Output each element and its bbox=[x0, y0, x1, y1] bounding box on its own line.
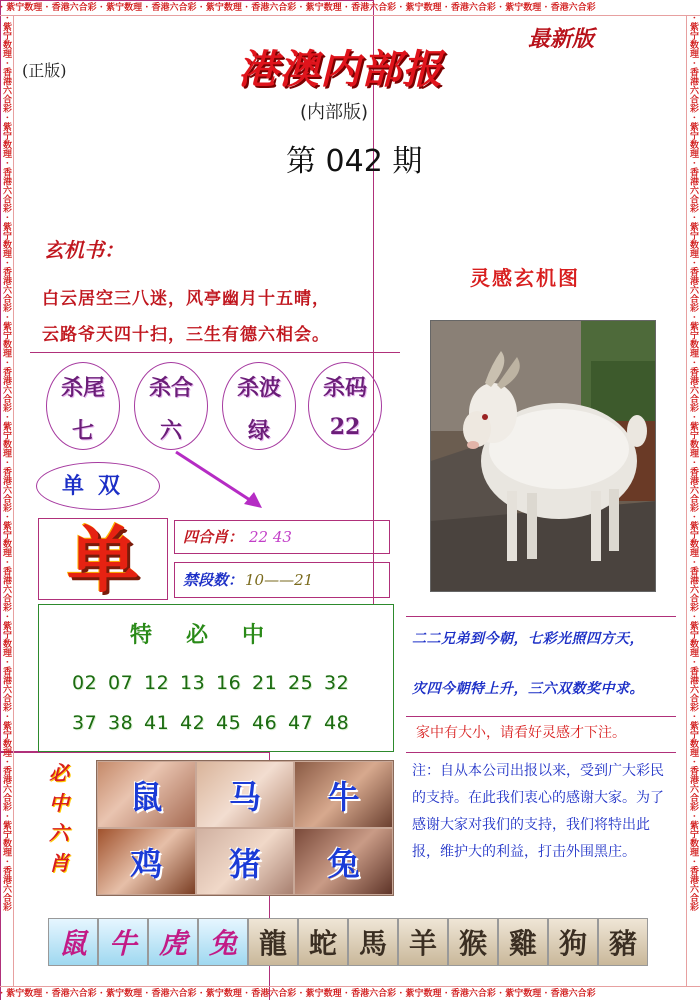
poem-line-2: 灾四今朝特上升，三六双数奖中求。 bbox=[412, 681, 644, 697]
special-numbers-row-2 bbox=[72, 712, 360, 734]
zodiac-strip-snake: 蛇 bbox=[298, 918, 348, 966]
special-number: 45 bbox=[216, 712, 242, 734]
riddle-divider bbox=[30, 352, 400, 353]
zodiac-cell-ox: 牛 bbox=[294, 761, 393, 828]
zodiac-strip-pig: 豬 bbox=[598, 918, 648, 966]
zodiac-cell-rooster: 鸡 bbox=[97, 828, 196, 895]
special-numbers-row-1 bbox=[72, 672, 360, 694]
four-combo-label: 四合肖： bbox=[183, 528, 244, 546]
six-zodiac-label bbox=[44, 758, 74, 878]
arrow-icon bbox=[170, 446, 270, 516]
zodiac-strip-monkey: 猴 bbox=[448, 918, 498, 966]
kill-combo-value: 六 bbox=[159, 418, 182, 444]
special-number: 25 bbox=[288, 672, 314, 694]
kill-wave-oval bbox=[222, 362, 296, 450]
zodiac-strip-ox: 牛 bbox=[98, 918, 148, 966]
kill-combo-label: 杀合 bbox=[148, 375, 193, 401]
six-zodiac-label-char: 必 bbox=[49, 761, 69, 785]
odd-even-oval: 单双 bbox=[36, 462, 160, 510]
poem-line-1: 二二兄弟到今朝，七彩光照四方天， bbox=[412, 631, 644, 647]
edition-tag: (正版) bbox=[22, 61, 67, 80]
note-paragraph: 注：自从本公司出报以来，受到广大彩民的支持。在此我们衷心的感谢大家。为了感谢大家对我们的支持，我们将特出此报，维护大的利益，打击外围黑庄。 bbox=[412, 763, 664, 860]
special-number: 13 bbox=[180, 672, 206, 694]
inspiration-title: 灵感玄机图 bbox=[470, 266, 580, 290]
zodiac-strip-rabbit: 兔 bbox=[198, 918, 248, 966]
zodiac-strip-goat: 羊 bbox=[398, 918, 448, 966]
forbidden-range-value: 10——21 bbox=[245, 571, 314, 589]
border-bottom: · 紫宁数理 · 香港六合彩 · 紫宁数理 · 香港六合彩 · 紫宁数理 · 香港六合彩 · 紫宁数理 · 香港六合彩 · 紫宁数理 · 香港六合彩 · 紫宁数理 · 香港六合彩 bbox=[0, 986, 700, 1000]
riddle-title: 玄机书： bbox=[44, 238, 124, 262]
special-number: 41 bbox=[144, 712, 170, 734]
special-number: 16 bbox=[216, 672, 242, 694]
special-number: 46 bbox=[252, 712, 278, 734]
kill-tail-value: 七 bbox=[71, 418, 94, 444]
special-number: 47 bbox=[288, 712, 314, 734]
special-number: 21 bbox=[252, 672, 278, 694]
six-zodiac-label-char: 肖 bbox=[49, 851, 69, 875]
special-number: 07 bbox=[108, 672, 134, 694]
special-number: 12 bbox=[144, 672, 170, 694]
zodiac-strip-tiger: 虎 bbox=[148, 918, 198, 966]
border-right: · 紫宁数理 · 香港六合彩 · 紫宁数理 · 香港六合彩 · 紫宁数理 · 香港六合彩 · 紫宁数理 · 香港六合彩 · 紫宁数理 · 香港六合彩 · 紫宁数理 · 香港六合彩 · 紫宁数理 · 香港六合彩 · 紫宁数理 · 香港六合彩 · 紫宁数理 · 香港六合彩 bbox=[686, 16, 700, 986]
special-number: 37 bbox=[72, 712, 98, 734]
zodiac-cell-rat: 鼠 bbox=[97, 761, 196, 828]
border-left: · 紫宁数理 · 香港六合彩 · 紫宁数理 · 香港六合彩 · 紫宁数理 · 香港六合彩 · 紫宁数理 · 香港六合彩 · 紫宁数理 · 香港六合彩 · 紫宁数理 · 香港六合彩 · 紫宁数理 · 香港六合彩 · 紫宁数理 · 香港六合彩 · 紫宁数理 · 香港六合彩 bbox=[0, 16, 14, 986]
right-divider-2 bbox=[406, 716, 676, 717]
kill-combo-oval bbox=[134, 362, 208, 450]
page-title: 港澳内部报 bbox=[238, 46, 443, 93]
six-zodiac-label-char: 中 bbox=[49, 791, 69, 815]
kill-wave-value: 绿 bbox=[247, 418, 270, 444]
kill-tail-oval bbox=[46, 362, 120, 450]
forbidden-range-box bbox=[174, 562, 390, 598]
page-subtitle: (内部版) bbox=[300, 102, 369, 123]
big-char: 单 bbox=[66, 517, 139, 602]
kill-tail-label: 杀尾 bbox=[60, 375, 105, 401]
special-number: 42 bbox=[180, 712, 206, 734]
right-divider-3 bbox=[406, 752, 676, 753]
issue-number: 第 042 期 bbox=[286, 144, 423, 179]
zodiac-strip-dog: 狗 bbox=[548, 918, 598, 966]
special-number: 02 bbox=[72, 672, 98, 694]
right-divider-1 bbox=[406, 616, 676, 617]
special-numbers-title: 特必中 bbox=[130, 622, 299, 648]
zodiac-strip-horse: 馬 bbox=[348, 918, 398, 966]
kill-number-oval bbox=[308, 362, 382, 450]
zodiac-strip-dragon: 龍 bbox=[248, 918, 298, 966]
forbidden-range-label: 禁段数： bbox=[183, 571, 244, 589]
goat-image bbox=[431, 321, 656, 592]
six-zodiac-grid bbox=[96, 760, 394, 896]
kill-number-value: 22 bbox=[329, 414, 361, 440]
kill-wave-label: 杀波 bbox=[236, 375, 281, 401]
riddle-line-1: 白云居空三八迷，风亭幽月十五晴， bbox=[42, 289, 330, 309]
latest-tag: 最新版 bbox=[528, 26, 595, 52]
six-zodiac-label-char: 六 bbox=[49, 821, 69, 845]
special-number: 48 bbox=[324, 712, 350, 734]
zodiac-cell-horse: 马 bbox=[196, 761, 295, 828]
zodiac-cell-pig: 猪 bbox=[196, 828, 295, 895]
special-number: 38 bbox=[108, 712, 134, 734]
zodiac-strip bbox=[48, 918, 648, 966]
border-top: · 紫宁数理 · 香港六合彩 · 紫宁数理 · 香港六合彩 · 紫宁数理 · 香港六合彩 · 紫宁数理 · 香港六合彩 · 紫宁数理 · 香港六合彩 · 紫宁数理 · 香港六合彩 bbox=[0, 0, 700, 16]
zodiac-cell-rabbit: 兔 bbox=[294, 828, 393, 895]
goat-photo bbox=[430, 320, 656, 592]
notice-text: 家中有大小，请看好灵感才下注。 bbox=[416, 725, 626, 741]
four-combo-box bbox=[174, 520, 390, 554]
four-combo-value: 22 43 bbox=[249, 528, 292, 546]
big-char-box bbox=[38, 518, 168, 600]
special-number: 32 bbox=[324, 672, 350, 694]
riddle-line-2: 云路爷天四十扫，三生有德六相会。 bbox=[42, 325, 330, 345]
kill-number-label: 杀码 bbox=[322, 375, 367, 401]
zodiac-strip-rooster: 雞 bbox=[498, 918, 548, 966]
zodiac-strip-rat: 鼠 bbox=[48, 918, 98, 966]
